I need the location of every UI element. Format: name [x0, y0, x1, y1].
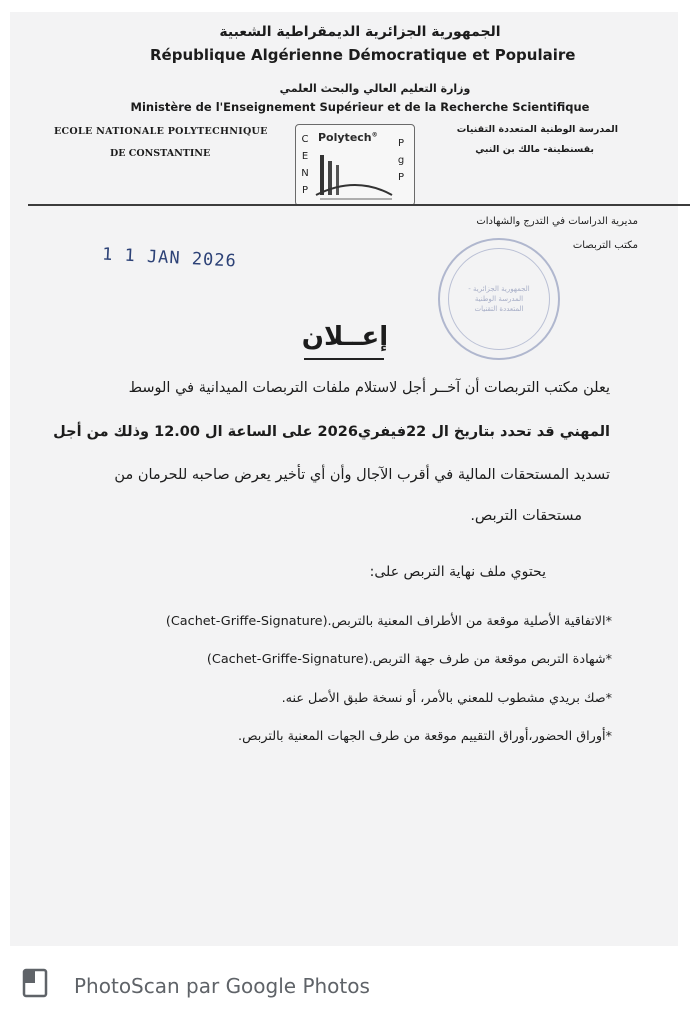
paragraph-line-3: تسديد المستحقات المالية في أقرب الآجال وأن أي تأخير يعرض صاحبه للحرمان من	[114, 467, 610, 483]
list-item: *صك بريدي مشطوب للمعني بالأمر، أو نسخة طبق الأصل عنه.	[281, 691, 612, 706]
ministry-french: Ministère de l'Enseignement Supérieur et de la Recherche Scientifique	[130, 100, 590, 114]
directorate-line1: مديرية الدراسات في التدرج والشهادات	[476, 216, 638, 227]
list-item: *أوراق الحضور،أوراق التقييم موقعة من طرف الجهات المعنية بالتربص.	[238, 729, 612, 744]
republic-french: République Algérienne Démocratique et Populaire	[150, 46, 576, 64]
bridge-icon	[296, 125, 414, 205]
photoscan-icon	[22, 968, 48, 998]
list-item: *شهادة التربص موقعة من طرف جهة التربص.(Cachet-Griffe-Signature)	[206, 652, 612, 667]
paragraph-line-1: يعلن مكتب التربصات أن آخــر أجل لاستلام ملفات التربصات الميدانية في الوسط	[128, 380, 610, 396]
official-seal	[438, 238, 560, 360]
list-item: *الاتفاقية الأصلية موقعة من الأطراف المعنية بالتربص.(Cachet-Griffe-Signature)	[165, 614, 612, 629]
republic-arabic: الجمهورية الجزائرية الديمقراطية الشعبية	[219, 24, 501, 40]
paragraph-line-4: مستحقات التربص.	[470, 508, 582, 524]
school-name-french-line2: DE CONSTANTINE	[110, 148, 211, 159]
seal-text: الجمهورية الجزائرية - المدرسة الوطنية المتعددة التقنيات	[468, 285, 530, 313]
polytech-logo	[295, 124, 415, 206]
scanned-document	[10, 12, 678, 946]
ministry-arabic: وزارة التعليم العالي والبحث العلمي	[279, 82, 471, 95]
footer-attribution: PhotoScan par Google Photos	[74, 974, 370, 998]
logo-right-letters: P g P	[397, 138, 405, 183]
logo-left-letters: C E N P	[301, 134, 309, 196]
file-contents-lead: يحتوي ملف نهاية التربص على:	[369, 564, 546, 580]
date-stamp: 1 1 JAN 2026	[101, 244, 238, 272]
school-name-french-line1: ECOLE NATIONALE POLYTECHNIQUE	[54, 126, 268, 137]
paragraph-line-2: المهني قد تحدد بتاريخ ال 22فيفري2026 على الساعة ال 12.00 وذلك من أجل	[53, 424, 610, 440]
header-divider	[28, 204, 690, 206]
logo-wordmark: Polytech®	[318, 131, 378, 144]
title-underline	[304, 358, 384, 360]
announcement-title: إعــلان	[301, 322, 389, 352]
school-name-arabic-line2: بقسنطينة- مالك بن النبي	[475, 144, 594, 155]
directorate-line2: مكتب التربصات	[572, 240, 638, 251]
school-name-arabic-line1: المدرسة الوطنية المتعددة التقنيات	[456, 124, 618, 135]
